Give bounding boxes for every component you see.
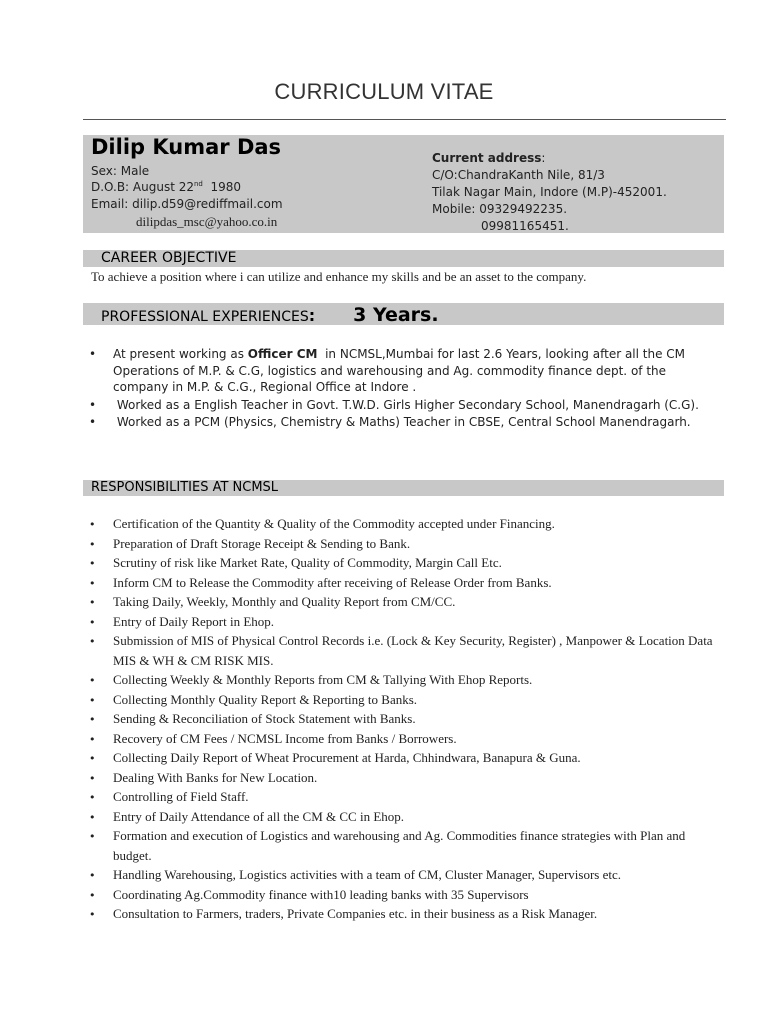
- responsibility-text: Entry of Daily Attendance of all the CM & CC in Ehop.: [113, 808, 405, 824]
- address-label: [432, 151, 545, 165]
- list-item: [89, 826, 719, 865]
- sex-field: Sex: Male: [91, 164, 150, 178]
- dob-suffix: nd: [194, 180, 203, 188]
- list-item: [89, 553, 719, 573]
- bullet-icon: •: [89, 771, 96, 785]
- bullet-icon: •: [89, 810, 96, 824]
- responsibility-text: Handling Warehousing, Logistics activities with a team of CM, Cluster Manager, Supervisors etc.: [113, 867, 621, 882]
- dob-year: 1980: [202, 180, 242, 194]
- list-item: [89, 709, 719, 729]
- bullet-icon: •: [89, 557, 96, 570]
- responsibility-text: Inform CM to Release the Commodity after receiving of Release Order from Banks.: [113, 574, 552, 590]
- responsibility-text: Collecting Monthly Quality Report & Reporting to Banks.: [113, 691, 418, 707]
- responsibility-text: Collecting Weekly & Monthly Reports from CM & Tallying With Ehop Reports.: [113, 672, 533, 687]
- title-divider: [83, 119, 726, 120]
- list-item: [89, 904, 719, 924]
- bullet-icon: •: [89, 615, 96, 629]
- responsibility-text: Sending & Reconciliation of Stock Statement with Banks.: [113, 711, 416, 726]
- address-line-1: C/O:ChandraKanth Nile, 81/3: [432, 168, 605, 182]
- responsibility-text: Collecting Daily Report of Wheat Procurement at Harda, Chhindwara, Banapura & Guna.: [113, 750, 581, 765]
- dob-field: [91, 180, 241, 194]
- address-label-text: Current address: [432, 151, 542, 165]
- responsibility-text: Certification of the Quantity & Quality of the Commodity accepted under Financing.: [113, 516, 555, 531]
- candidate-name: Dilip Kumar Das: [91, 135, 282, 159]
- list-item: [89, 787, 719, 807]
- responsibilities-heading: RESPONSIBILITIES AT NCMSL: [83, 480, 724, 496]
- responsibilities-list: [89, 514, 719, 924]
- career-objective-text: To achieve a position where i can utilize and enhance my skills and be an asset to the company.: [91, 269, 587, 284]
- responsibility-text: Recovery of CM Fees / NCMSL Income from Banks / Borrowers.: [113, 730, 457, 746]
- bullet-icon: •: [89, 693, 96, 707]
- list-item: [89, 346, 709, 396]
- list-item: [89, 514, 719, 534]
- experience-2-text: Worked as a English Teacher in Govt. T.W.D. Girls Higher Secondary School, Manendragarh (C.G).: [113, 397, 699, 412]
- bullet-icon: •: [89, 713, 96, 726]
- mobile-primary: Mobile: 09329492235.: [432, 202, 568, 216]
- bullet-icon: •: [89, 732, 96, 746]
- bullet-icon: •: [89, 752, 96, 765]
- bullet-icon: •: [89, 576, 96, 590]
- responsibility-text: Formation and execution of Logistics and warehousing and Ag. Commodities finance strategies with Plan and budget.: [113, 828, 686, 863]
- bullet-icon: •: [89, 674, 96, 687]
- experience-1-text-a: At present working as: [113, 347, 248, 361]
- list-item: [89, 807, 719, 827]
- bullet-icon: •: [89, 596, 96, 609]
- responsibility-text: Coordinating Ag.Commodity finance with10 leading banks with 35 Supervisors: [113, 886, 529, 902]
- email-secondary: dilipdas_msc@yahoo.co.in: [136, 214, 278, 229]
- email-primary: Email: dilip.d59@rediffmail.com: [91, 197, 283, 211]
- list-item: [89, 414, 709, 431]
- list-item: [89, 534, 719, 554]
- professional-experience-colon: :: [308, 306, 316, 325]
- personal-info-box: [83, 135, 724, 233]
- list-item: [89, 865, 719, 885]
- bullet-icon: •: [89, 888, 96, 902]
- bullet-icon: •: [89, 791, 96, 804]
- responsibility-text: Taking Daily, Weekly, Monthly and Quality Report from CM/CC.: [113, 594, 456, 609]
- list-item: [89, 612, 719, 632]
- bullet-icon: •: [89, 415, 97, 429]
- responsibility-text: Controlling of Field Staff.: [113, 789, 249, 804]
- responsibility-text: Consultation to Farmers, traders, Private Companies etc. in their business as a Risk Manager.: [113, 906, 598, 921]
- professional-experience-heading: [83, 303, 724, 325]
- address-label-colon: :: [541, 151, 546, 165]
- dob-prefix: D.O.B: August 22: [91, 180, 194, 194]
- responsibility-text: Dealing With Banks for New Location.: [113, 769, 318, 785]
- bullet-icon: •: [89, 869, 96, 882]
- responsibility-text: Entry of Daily Report in Ehop.: [113, 613, 275, 629]
- list-item: [89, 748, 719, 768]
- experience-list: [89, 346, 709, 432]
- list-item: [89, 690, 719, 710]
- list-item: [89, 768, 719, 788]
- bullet-icon: •: [89, 537, 96, 551]
- responsibility-text: Preparation of Draft Storage Receipt & Sending to Bank.: [113, 535, 411, 551]
- list-item: [89, 592, 719, 612]
- mobile-secondary: 09981165451.: [481, 219, 569, 233]
- bullet-icon: •: [89, 518, 96, 531]
- bullet-icon: •: [89, 830, 96, 843]
- career-objective-heading: CAREER OBJECTIVE: [83, 250, 724, 267]
- list-item: [89, 631, 719, 670]
- list-item: [89, 397, 709, 414]
- bullet-icon: •: [89, 347, 97, 361]
- responsibility-text: Submission of MIS of Physical Control Records i.e. (Lock & Key Security, Register) , Manpower & Location Data MIS & WH & CM RISK MIS.: [113, 633, 713, 668]
- bullet-icon: •: [89, 908, 96, 921]
- page-title: CURRICULUM VITAE: [274, 79, 494, 104]
- list-item: [89, 670, 719, 690]
- list-item: [89, 885, 719, 905]
- bullet-icon: •: [89, 635, 96, 648]
- list-item: [89, 729, 719, 749]
- experience-years: 3 Years.: [353, 304, 439, 326]
- experience-1-role: Officer CM: [247, 347, 318, 361]
- experience-3-text: Worked as a PCM (Physics, Chemistry & Maths) Teacher in CBSE, Central School Manendragarh.: [113, 415, 691, 429]
- list-item: [89, 573, 719, 593]
- responsibility-text: Scrutiny of risk like Market Rate, Quality of Commodity, Margin Call Etc.: [113, 555, 502, 570]
- address-line-2: Tilak Nagar Main, Indore (M.P)-452001.: [432, 185, 667, 199]
- professional-experience-title: PROFESSIONAL EXPERIENCES: [101, 309, 309, 325]
- bullet-icon: •: [89, 397, 97, 412]
- experience-1-text-b: in NCMSL,Mumbai for last 2.6 Years, looking after all the CM Operations of M.P. & C.G, logistics and warehousing and Ag. commodity finance dept. of the company in M.P. & C.G., Regional Office at Indore .: [113, 347, 689, 394]
